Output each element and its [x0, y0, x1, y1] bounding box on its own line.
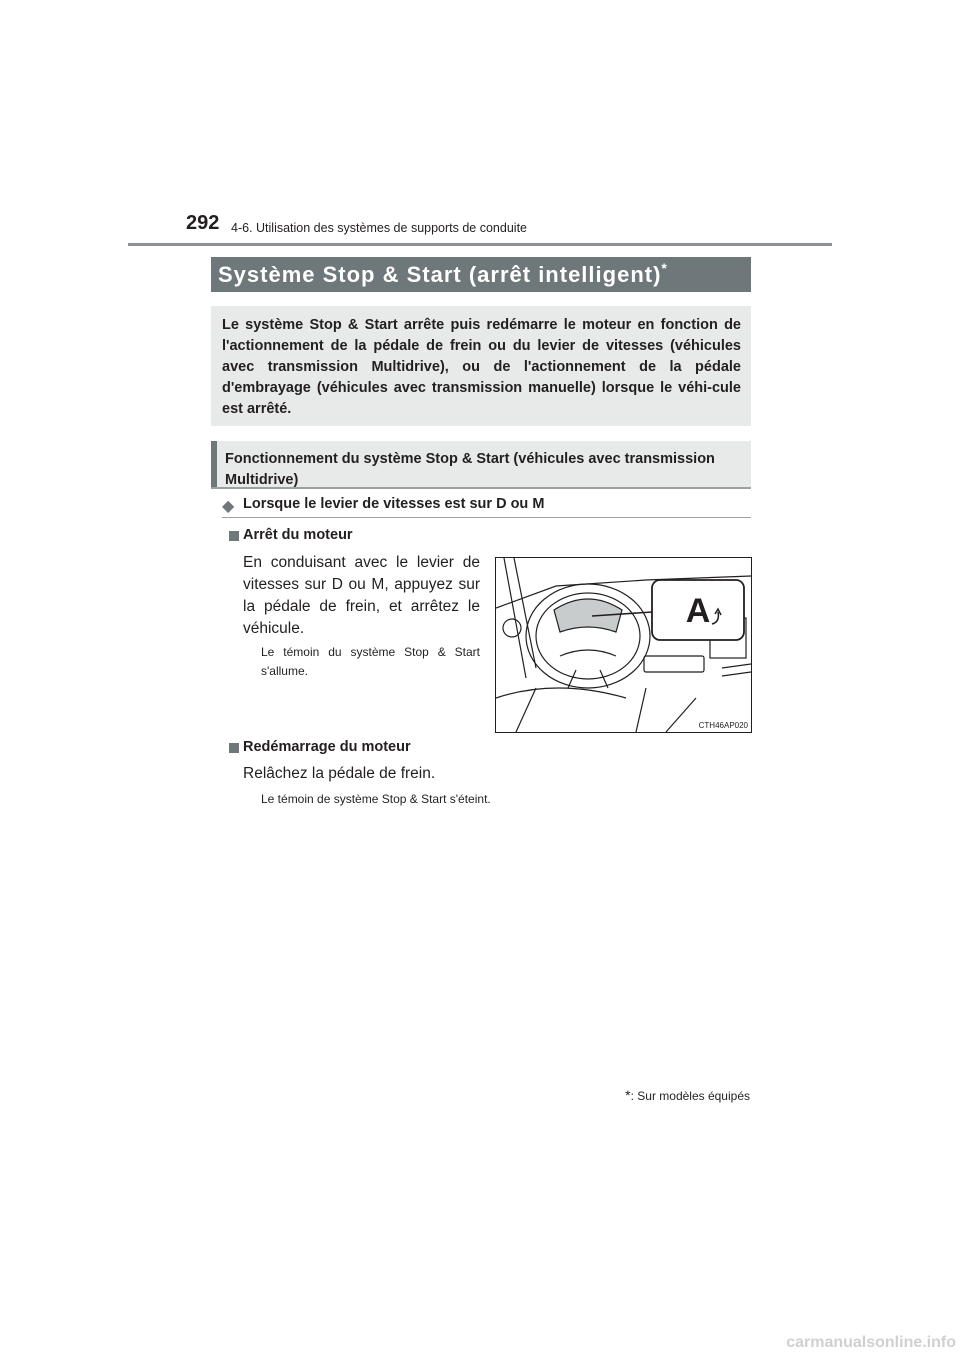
- watermark: carmanualsonline.info: [786, 1334, 956, 1351]
- subsection-title: Fonctionnement du système Stop & Start (véhicules avec transmission Multidrive): [225, 451, 715, 488]
- figure-code: CTH46AP020: [698, 721, 748, 730]
- footnote: [625, 1087, 750, 1103]
- stop-heading: Arrêt du moteur: [243, 527, 353, 543]
- dashboard-drawing: [496, 558, 751, 732]
- subsection-accent: [211, 441, 217, 487]
- dashboard-illustration: [495, 557, 752, 733]
- page-title-text: Système Stop & Start (arrêt intelligent): [218, 262, 662, 287]
- header-rule: [128, 243, 832, 246]
- intro-text: Le système Stop & Start arrête puis redémarre le moteur en fonction de l'actionnement de la pédale de frein ou du levier de vitesses (véhicules avec transmission Multidrive), ou de l'actionnement de la pédale d'embrayage (véhicules avec transmission manuelle) lorsque le véhi-cule est arrêté.: [222, 317, 741, 417]
- footnote-text: : Sur modèles équipés: [630, 1089, 750, 1103]
- footnote-asterisk: *: [625, 1087, 631, 1103]
- section-header: 4-6. Utilisation des systèmes de supports de conduite: [231, 221, 527, 235]
- page-title: [218, 262, 668, 288]
- diamond-bullet-icon: ◆: [222, 498, 235, 515]
- subsection-bar: [211, 441, 751, 489]
- stop-note: Le témoin du système Stop & Start s'allume.: [261, 645, 480, 678]
- diamond-heading: Lorsque le levier de vitesses est sur D ou M: [243, 496, 545, 512]
- square-bullet-icon: [229, 743, 239, 753]
- restart-text: Relâchez la pédale de frein.: [243, 765, 436, 782]
- restart-heading: Redémarrage du moteur: [243, 739, 411, 755]
- page-number: 292: [186, 212, 220, 234]
- title-bar: [211, 257, 751, 292]
- intro-box: [211, 306, 751, 426]
- square-bullet-icon: [229, 531, 239, 541]
- diamond-heading-row: [222, 495, 751, 518]
- stop-text: En conduisant avec le levier de vitesses sur D ou M, appuyez sur la pédale de frein, et arrêtez le véhicule.: [243, 554, 480, 637]
- callout-label: A: [685, 592, 711, 630]
- title-asterisk: *: [661, 260, 668, 276]
- restart-note: Le témoin de système Stop & Start s'éteint.: [261, 792, 491, 806]
